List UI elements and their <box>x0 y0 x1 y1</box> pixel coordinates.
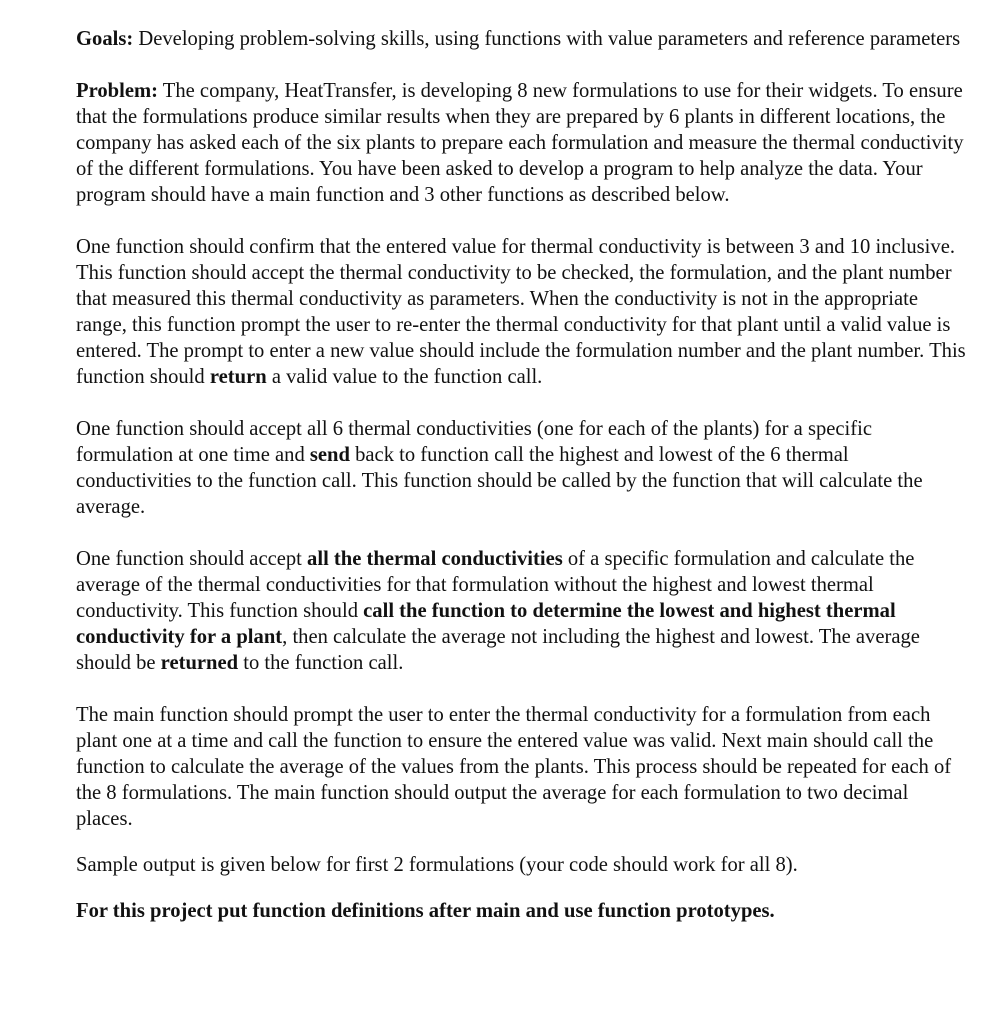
project-note-bold: For this project put function definitions after main and use function prototypes. <box>76 900 775 922</box>
average-bold-c: returned <box>160 652 239 674</box>
high-low-text-a: One function should accept all 6 thermal conductivities (one for each of the plants) for a specific formulation at one time and <box>76 418 872 466</box>
document-page <box>76 26 966 924</box>
main-function-paragraph: The main function should prompt the user to enter the thermal conductivity for a formulation from each plant one at a time and call the function to ensure the entered value was valid. Next main should call the function to calculate the average of the values from the plants. This process should be repeated for each of the 8 formulations. The main function should output the average for each formulation to two decimal places. <box>76 704 952 830</box>
average-text-a: One function should accept <box>76 548 308 570</box>
sample-output-paragraph: Sample output is given below for first 2 formulations (your code should work for all 8). <box>76 854 798 876</box>
high-low-bold-send: send <box>309 444 350 466</box>
average-bold-a: all the thermal conductivities <box>307 548 563 570</box>
average-text-d: to the function call. <box>238 652 404 674</box>
average-function-paragraph <box>76 546 966 676</box>
goals-paragraph <box>76 26 966 52</box>
validation-function-paragraph <box>76 234 966 390</box>
goals-label: Goals: <box>76 28 134 50</box>
high-low-function-paragraph <box>76 416 966 520</box>
average-text-b: of a specific formulation and calculate the average of the thermal conductivities for that formulation without the highest and lowest thermal conductivity. This function should <box>76 548 915 622</box>
validation-text-a: One function should confirm that the entered value for thermal conductivity is between 3 and 10 inclusive. This function should accept the thermal conductivity to be checked, the formulation, and the plant number that measured this thermal conductivity as parameters. When the conductivity is not in the appropriate range, this function prompt the user to re-enter the thermal conductivity for that plant until a valid value is entered. The prompt to enter a new value should include the formulation number and the plant number. This function should <box>76 236 966 388</box>
average-text-c: , then calculate the average not including the highest and lowest. The average should be <box>76 626 920 674</box>
average-bold-b: call the function to determine the lowest and highest thermal conductivity for a plant <box>76 600 896 648</box>
validation-bold-return: return <box>209 366 267 388</box>
project-note-paragraph <box>76 898 966 924</box>
goals-text: Developing problem-solving skills, using functions with value parameters and reference parameters <box>133 28 961 50</box>
high-low-text-b: back to function call the highest and lowest of the 6 thermal conductivities to the function call. This function should be called by the function that will calculate the average. <box>76 444 923 518</box>
validation-text-b: a valid value to the function call. <box>266 366 543 388</box>
problem-label: Problem: <box>76 80 158 102</box>
problem-text: The company, HeatTransfer, is developing 8 new formulations to use for their widgets. To ensure that the formulations produce similar results when they are prepared by 6 plants in different locations, the company has asked each of the six plants to prepare each formulation and measure the thermal conductivity of the different formulations. You have been asked to develop a program to help analyze the data. Your program should have a main function and 3 other functions as described below. <box>76 80 964 206</box>
problem-paragraph <box>76 78 966 208</box>
